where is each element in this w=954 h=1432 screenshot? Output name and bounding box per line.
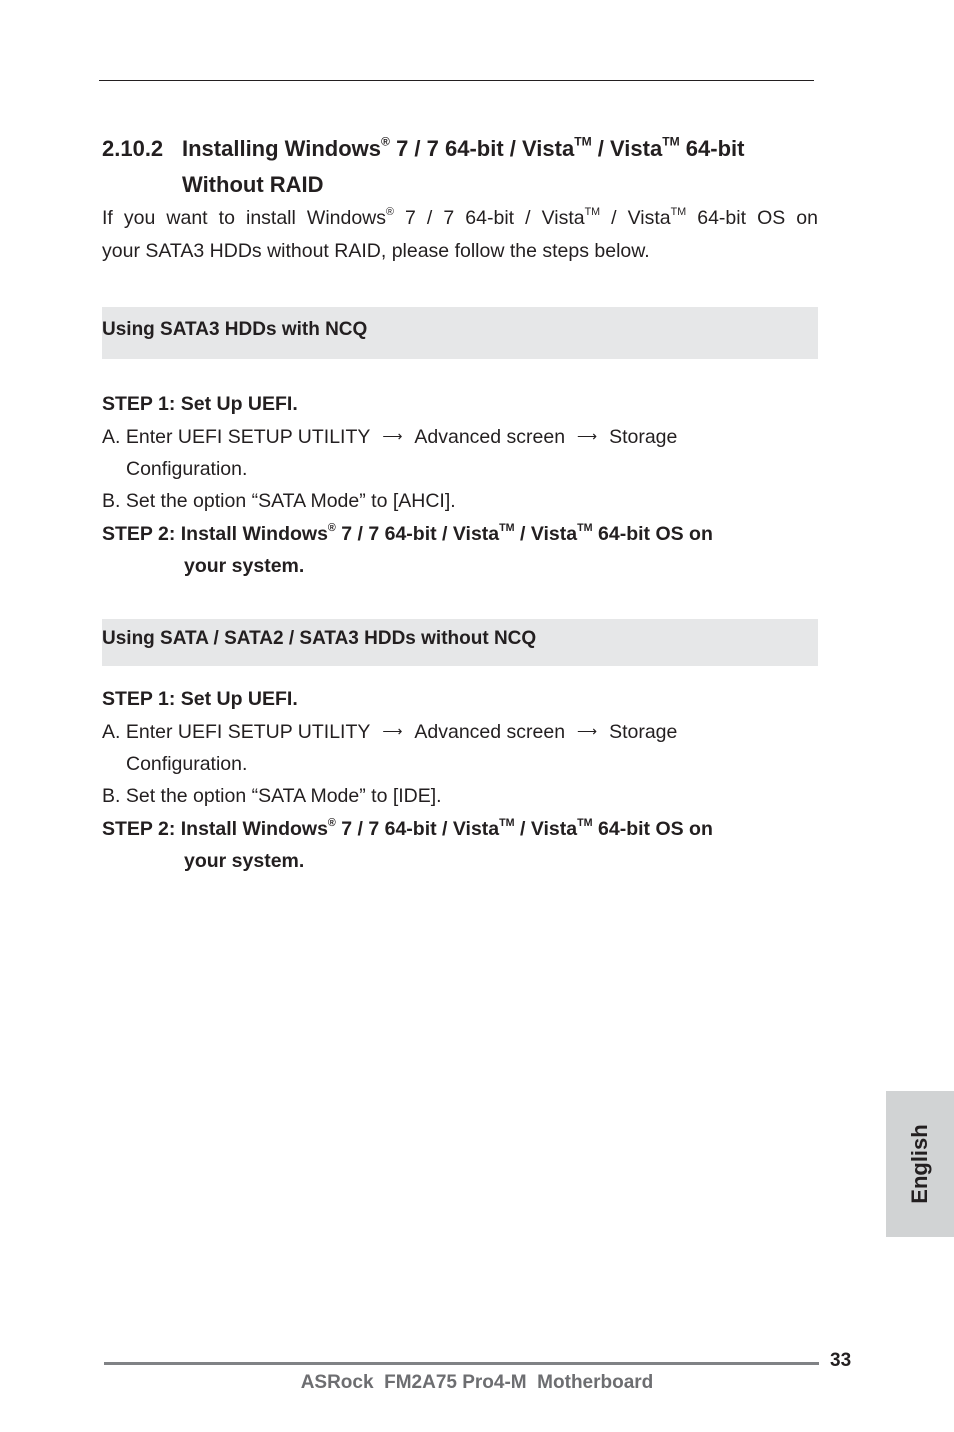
step2-line	[102, 816, 713, 842]
trademark-mark: TM	[584, 205, 601, 218]
step2-continuation: your system.	[184, 850, 305, 872]
heading-text: 7 / 7 64-bit / Vista	[389, 136, 575, 161]
intro-text: / Vista	[600, 207, 671, 229]
registered-mark: ®	[327, 816, 336, 829]
arrow-right-icon: ⟶	[382, 428, 403, 444]
step1-a-continuation: Configuration.	[126, 458, 248, 480]
top-rule	[99, 80, 814, 81]
intro-paragraph	[102, 202, 818, 268]
step1-title: STEP 1: Set Up UEFI.	[102, 688, 298, 710]
trademark-mark: TM	[499, 816, 515, 829]
trademark-mark: TM	[577, 521, 593, 534]
step-text: A. Enter UEFI SETUP UTILITY	[102, 426, 371, 448]
step1-b-line: B. Set the option “SATA Mode” to [AHCI].	[102, 490, 456, 512]
intro-text: 7 / 7 64-bit / Vista	[393, 207, 585, 229]
trademark-mark: TM	[499, 521, 515, 534]
trademark-mark: TM	[574, 134, 592, 149]
step-text: Storage	[609, 721, 678, 743]
section-number: 2.10.2	[102, 136, 164, 161]
band-title-no-ncq: Using SATA / SATA2 / SATA3 HDDs without NCQ	[102, 628, 537, 649]
language-tab-label-wrap	[886, 1091, 954, 1237]
heading-text: Installing Windows	[182, 136, 382, 161]
step2-continuation: your system.	[184, 555, 305, 577]
step1-a-line	[102, 718, 677, 745]
trademark-mark: TM	[670, 205, 687, 218]
step-text: 64-bit OS on	[592, 818, 713, 840]
arrow-right-icon: ⟶	[382, 723, 403, 739]
bottom-rule	[104, 1362, 819, 1365]
registered-mark: ®	[386, 205, 394, 218]
language-tab-label: English	[907, 1124, 932, 1204]
step-text: 7 / 7 64-bit / Vista	[335, 818, 500, 840]
step-text: STEP 2: Install Windows	[102, 818, 328, 840]
step-text: 7 / 7 64-bit / Vista	[335, 523, 500, 545]
page-number: 33	[830, 1350, 852, 1371]
trademark-mark: TM	[662, 134, 680, 149]
trademark-mark: TM	[577, 816, 593, 829]
step-text: / Vista	[514, 818, 578, 840]
intro-line-2: your SATA3 HDDs without RAID, please follow the steps below.	[102, 240, 650, 262]
intro-text: 64-bit OS on	[686, 207, 818, 229]
footer-product: ASRock FM2A75 Pro4-M Motherboard	[300, 1372, 654, 1393]
step-text: / Vista	[514, 523, 578, 545]
arrow-right-icon: ⟶	[577, 723, 598, 739]
heading-line-2: Without RAID	[182, 172, 324, 197]
step-text: Storage	[609, 426, 678, 448]
section-heading	[102, 131, 744, 203]
step-text: A. Enter UEFI SETUP UTILITY	[102, 721, 371, 743]
step-text: Advanced screen	[414, 426, 566, 448]
step1-title: STEP 1: Set Up UEFI.	[102, 393, 298, 415]
step1-b-line: B. Set the option “SATA Mode” to [IDE].	[102, 785, 442, 807]
intro-text: If you want to install Windows	[102, 207, 387, 229]
step-text: STEP 2: Install Windows	[102, 523, 328, 545]
step1-a-continuation: Configuration.	[126, 753, 248, 775]
step-text: 64-bit OS on	[592, 523, 713, 545]
arrow-right-icon: ⟶	[577, 428, 598, 444]
step2-line	[102, 521, 713, 547]
registered-mark: ®	[327, 521, 336, 534]
step1-a-line	[102, 423, 677, 450]
registered-mark: ®	[381, 134, 390, 149]
step-text: Advanced screen	[414, 721, 566, 743]
band-title-ncq: Using SATA3 HDDs with NCQ	[102, 319, 368, 340]
heading-text: / Vista	[591, 136, 663, 161]
heading-text: 64-bit	[679, 136, 745, 161]
